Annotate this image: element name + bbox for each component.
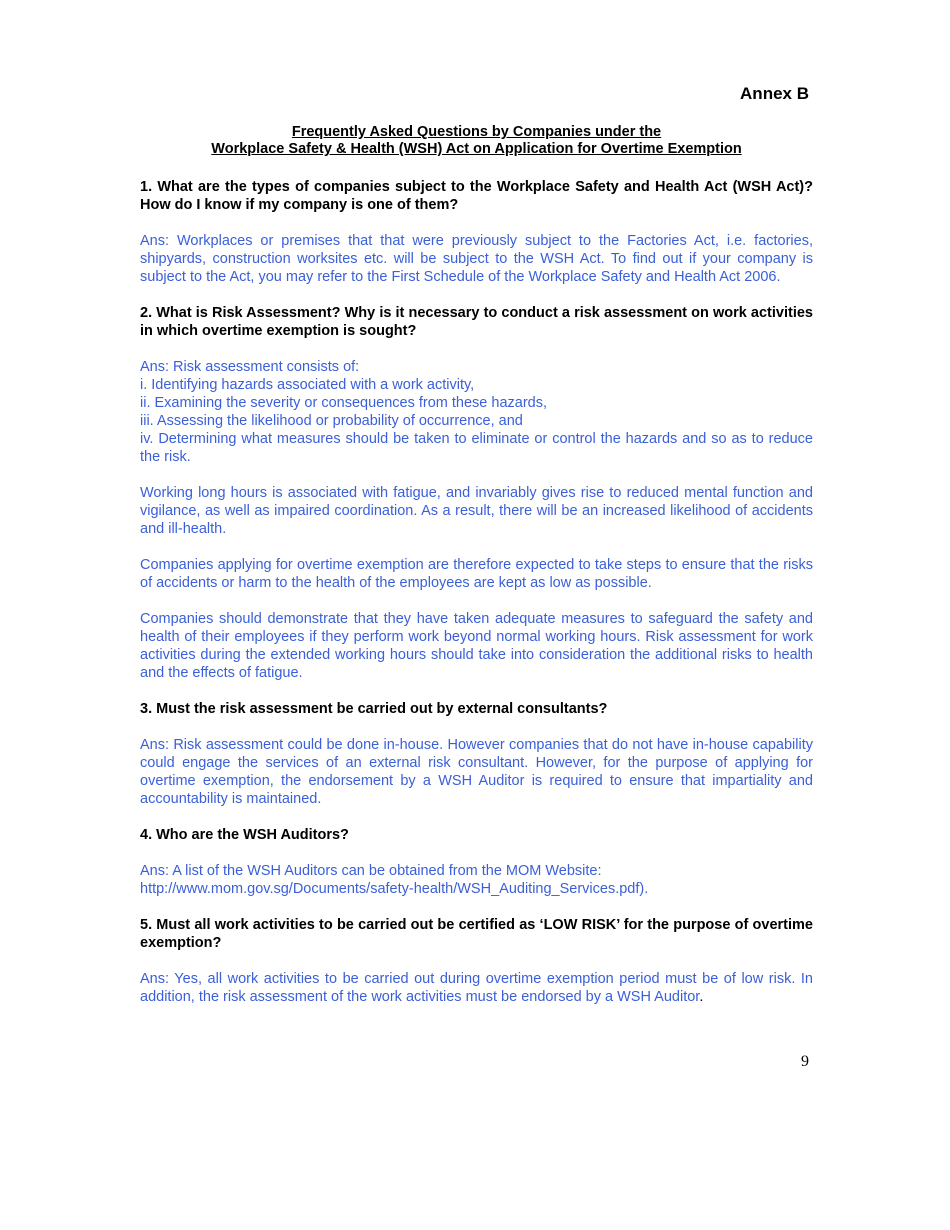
- question-5: 5. Must all work activities to be carried out be certified as ‘LOW RISK’ for the purpose of overtime exemption?: [140, 917, 813, 951]
- answer-5-text: Ans: Yes, all work activities to be carried out during overtime exemption period must be of low risk. In addition, the risk assessment of the work activities must be endorsed by a WSH Auditor: [140, 971, 813, 1005]
- answer-2-list: [140, 358, 813, 466]
- question-4: 4. Who are the WSH Auditors?: [140, 827, 349, 843]
- answer-4: [140, 862, 813, 898]
- question-1: 1. What are the types of companies subject to the Workplace Safety and Health Act (WSH Act)? How do I know if my company is one of them?: [140, 179, 813, 213]
- title-line-2: Workplace Safety & Health (WSH) Act on Application for Overtime Exemption: [211, 141, 742, 157]
- answer-5-period: .: [699, 989, 704, 1005]
- question-2: 2. What is Risk Assessment? Why is it necessary to conduct a risk assessment on work activities in which overtime exemption is sought?: [140, 305, 813, 339]
- document-title: [140, 124, 813, 158]
- answer-2-paragraph-2: Working long hours is associated with fatigue, and invariably gives rise to reduced mental function and vigilance, as well as impaired coordination. As a result, there will be an increased likelihood of accidents and ill-health.: [140, 485, 813, 537]
- title-line-1: Frequently Asked Questions by Companies under the: [291, 124, 662, 140]
- list-item: iii. Assessing the likelihood or probability of occurrence, and: [140, 413, 523, 429]
- answer-2-paragraph-4: Companies should demonstrate that they have taken adequate measures to safeguard the safety and health of their employees if they perform work beyond normal working hours. Risk assessment for work activities during the extended working hours should take into consideration the additional risks to health and the effects of fatigue.: [140, 611, 813, 681]
- answer-4-text: Ans: A list of the WSH Auditors can be obtained from the MOM Website:: [140, 863, 602, 879]
- answer-2-paragraph-3: Companies applying for overtime exemption are therefore expected to take steps to ensure that the risks of accidents or harm to the health of the employees are kept as low as possible.: [140, 557, 813, 591]
- question-3: 3. Must the risk assessment be carried out by external consultants?: [140, 701, 608, 717]
- answer-3: Ans: Risk assessment could be done in-house. However companies that do not have in-house capability could engage the services of an external risk consultant. However, for the purpose of applying for overtime exemption, the endorsement by a WSH Auditor is required to ensure that impartiality and accountability is maintained.: [140, 737, 813, 807]
- answer-1: Ans: Workplaces or premises that that were previously subject to the Factories Act, i.e. factories, shipyards, construction worksites etc. will be subject to the WSH Act. To find out if your company is subject to the Act, you may refer to the First Schedule of the Workplace Safety and Health Act 2006.: [140, 233, 813, 285]
- page-number: 9: [801, 1053, 809, 1070]
- annex-label: Annex B: [740, 84, 809, 103]
- wsh-auditors-link[interactable]: http://www.mom.gov.sg/Documents/safety-health/WSH_Auditing_Services.pdf).: [140, 881, 649, 897]
- faq-content: [140, 178, 813, 1024]
- list-item: ii. Examining the severity or consequences from these hazards,: [140, 395, 548, 411]
- answer-5: [140, 970, 813, 1006]
- list-item: i. Identifying hazards associated with a work activity,: [140, 377, 475, 393]
- answer-2-intro: Ans: Risk assessment consists of:: [140, 359, 360, 375]
- list-item: iv. Determining what measures should be taken to eliminate or control the hazards and so as to reduce the risk.: [140, 431, 813, 465]
